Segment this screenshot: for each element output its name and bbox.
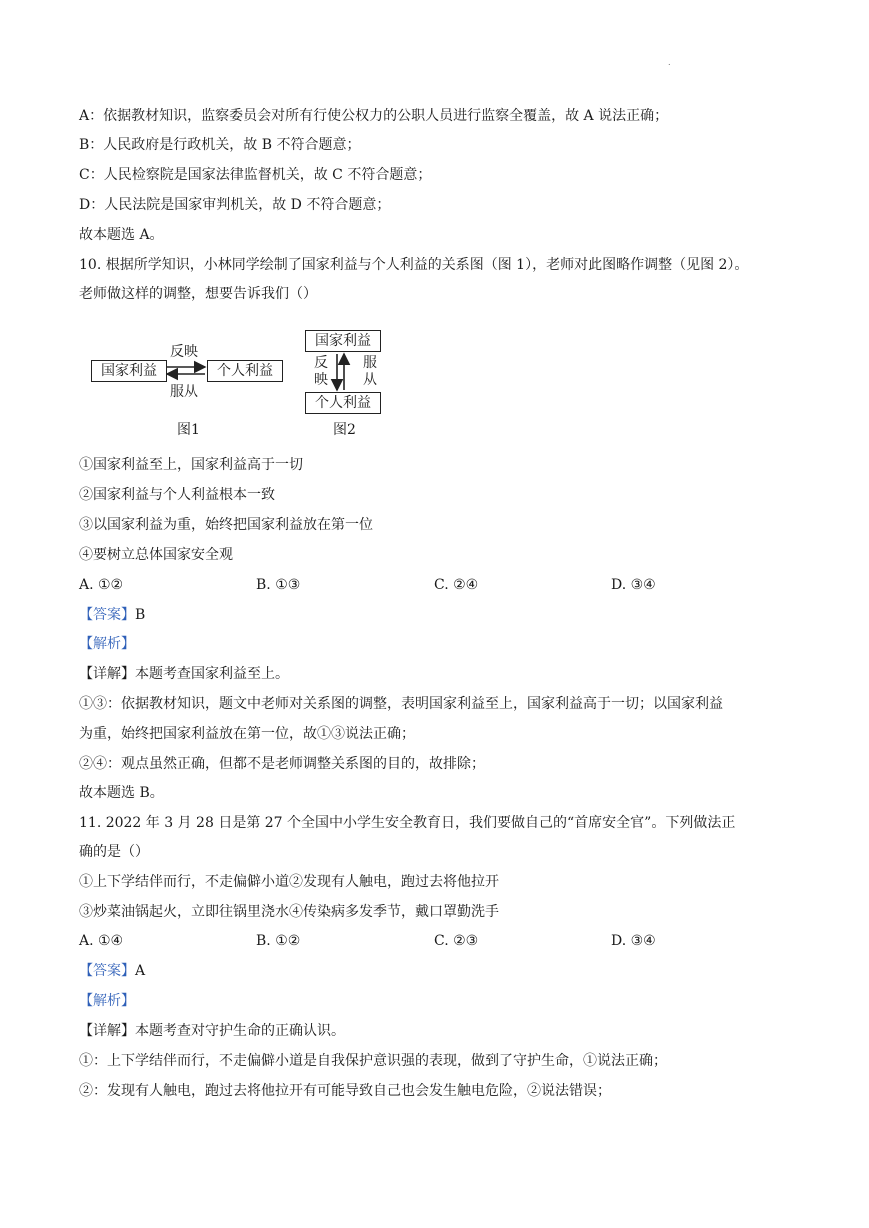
fig1-personal-interest-box: 个人利益: [207, 360, 283, 382]
q10-option-b: B. ①③: [256, 577, 301, 593]
q11-option-a: A. ①④: [79, 933, 124, 949]
header-dot: .: [668, 58, 671, 67]
q10-statement-4: ④要树立总体国家安全观: [79, 547, 233, 563]
q10-statement-3: ③以国家利益为重，始终把国家利益放在第一位: [79, 517, 373, 533]
fig2-national-interest-box: 国家利益: [305, 330, 381, 352]
q11-option-d: D. ③④: [611, 933, 656, 949]
q11-explain2: ②：发现有人触电，跑过去将他拉开有可能导致自己也会发生触电危险，②说法错误；: [79, 1083, 611, 1099]
q10-stem-line1: 10. 根据所学知识，小林同学绘制了国家利益与个人利益的关系图（图 1），老师对此图略作调整（见图 2）。: [79, 257, 749, 273]
q11-statements-line2: ③炒菜油锅起火，立即往锅里浇水④传染病多发季节，戴口罩勤洗手: [79, 904, 499, 920]
q10-analysis: [79, 635, 135, 653]
q10-detail-text: 本题考查国家利益至上。: [135, 666, 289, 682]
q9-line-c: C：人民检察院是国家法律监督机关，故 C 不符合题意；: [79, 167, 432, 183]
fig1-caption: 图1: [177, 422, 200, 438]
q11-option-b: B. ①②: [256, 933, 301, 949]
q11-analysis: [79, 992, 135, 1010]
q11-stem-line1: 11. 2022 年 3 月 28 日是第 27 个全国中小学生安全教育日，我们要做自己的“首席安全官”。下列做法正: [79, 815, 736, 831]
fig2-caption: 图2: [333, 422, 356, 438]
q10-analysis-tag: 【解析】: [79, 636, 135, 652]
fig2-personal-interest-box: 个人利益: [305, 392, 381, 414]
q9-line-d: D：人民法院是国家审判机关，故 D 不符合题意；: [79, 197, 391, 213]
q10-option-a: A. ①②: [79, 577, 124, 593]
q10-conclusion: 故本题选 B。: [79, 785, 164, 801]
q11-detail: [79, 1022, 345, 1040]
q10-option-c: C. ②④: [434, 577, 479, 593]
fig1-national-interest-box: 国家利益: [91, 360, 167, 382]
q9-line-a: A：依据教材知识，监察委员会对所有行使公权力的公职人员进行监察全覆盖，故 A 说法正确；: [79, 108, 669, 124]
fig1-bottom-label: 服从: [170, 384, 198, 400]
q10-explain1-line2: 为重，始终把国家利益放在第一位，故①③说法正确；: [79, 726, 415, 742]
q10-statement-1: ①国家利益至上，国家利益高于一切: [79, 457, 303, 473]
q11-answer-value: A: [135, 963, 146, 979]
q10-answer-value: B: [135, 607, 146, 623]
q11-explain1: ①：上下学结伴而行，不走偏僻小道是自我保护意识强的表现，做到了守护生命，①说法正确；: [79, 1053, 667, 1069]
q10-explain1-line1: ①③：依据教材知识，题文中老师对关系图的调整，表明国家利益至上，国家利益高于一切；以国家利益: [79, 696, 723, 712]
fig2-right-label: 服从: [363, 355, 377, 388]
q11-answer: [79, 962, 145, 980]
q10-detail: [79, 665, 289, 683]
q11-detail-tag: 【详解】: [79, 1023, 135, 1039]
q10-answer: [79, 606, 145, 624]
q9-line-b: B：人民政府是行政机关，故 B 不符合题意；: [79, 137, 361, 153]
q11-option-c: C. ②③: [434, 933, 479, 949]
fig2-left-label: 反映: [314, 355, 328, 388]
q10-detail-tag: 【详解】: [79, 666, 135, 682]
q10-statement-2: ②国家利益与个人利益根本一致: [79, 487, 275, 503]
q11-stem-line2: 确的是（）: [79, 844, 149, 860]
q11-detail-text: 本题考查对守护生命的正确认识。: [135, 1023, 345, 1039]
q10-stem-line2: 老师做这样的调整，想要告诉我们（）: [79, 286, 317, 302]
q10-explain2: ②④：观点虽然正确，但都不是老师调整关系图的目的，故排除；: [79, 756, 485, 772]
q10-answer-tag: 【答案】: [79, 607, 135, 623]
fig1-top-label: 反映: [170, 344, 198, 360]
q10-option-d: D. ③④: [611, 577, 656, 593]
q11-analysis-tag: 【解析】: [79, 993, 135, 1009]
q9-conclusion: 故本题选 A。: [79, 227, 164, 243]
q11-statements-line1: ①上下学结伴而行，不走偏僻小道②发现有人触电，跑过去将他拉开: [79, 874, 499, 890]
relationship-figure: [91, 326, 391, 444]
q11-answer-tag: 【答案】: [79, 963, 135, 979]
